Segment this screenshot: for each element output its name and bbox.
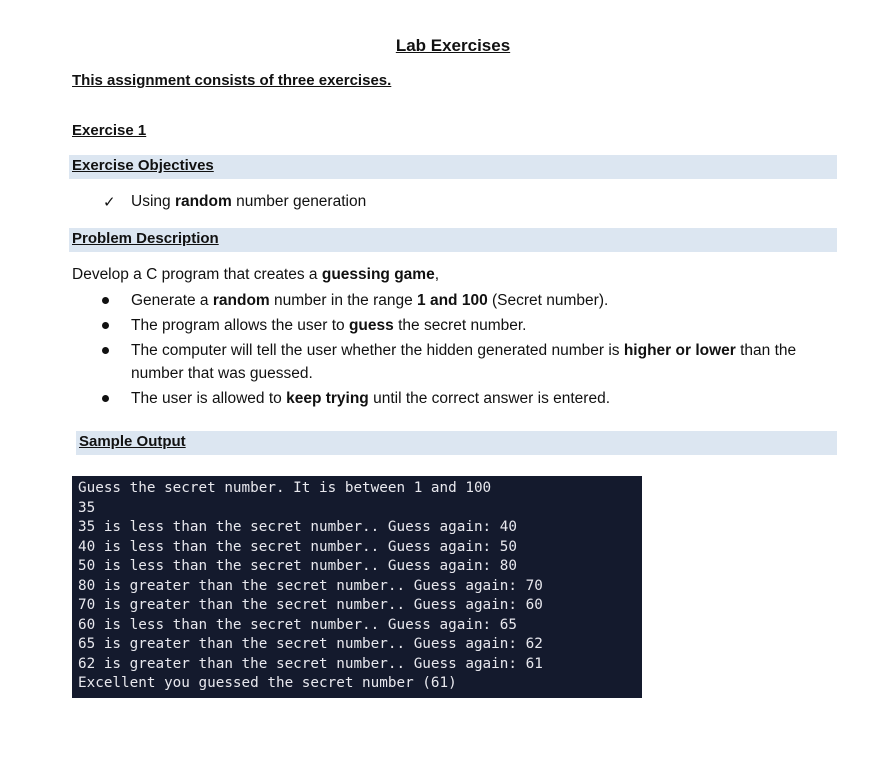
terminal-line: Excellent you guessed the secret number (61) (78, 675, 457, 691)
assignment-intro: This assignment consists of three exercises. (72, 72, 392, 89)
bullet-icon (102, 322, 109, 329)
terminal-line: 70 is greater than the secret number.. Guess again: 60 (78, 597, 543, 613)
document-title: Lab Exercises (395, 36, 511, 55)
terminal-line: 65 is greater than the secret number.. Guess again: 62 (78, 636, 543, 652)
exercise-heading: Exercise 1 (72, 122, 147, 139)
terminal-line: 35 (78, 499, 96, 516)
list-item: The program allows the user to guess the secret number. (72, 314, 852, 337)
check-icon: ✓ (103, 194, 116, 211)
sample-output-heading: Sample Output (79, 433, 186, 450)
terminal-line: Guess the secret number. It is between 1 and 100 (78, 480, 492, 496)
list-item: The computer will tell the user whether the hidden generated number is higher or lower than the number that was guessed. (72, 339, 852, 385)
terminal-line: 62 is greater than the secret number.. Guess again: 61 (78, 655, 543, 672)
list-item: The user is allowed to keep trying until the correct answer is entered. (72, 387, 852, 410)
bullet-icon (102, 395, 109, 402)
requirements-list (72, 289, 852, 412)
terminal-line: 60 is less than the secret number.. Guess again: 65 (78, 616, 517, 633)
objectives-heading: Exercise Objectives (72, 157, 214, 174)
terminal-line: 80 is greater than the secret number.. Guess again: 70 (78, 577, 543, 594)
problem-heading: Problem Description (72, 230, 219, 247)
sample-output-terminal (72, 476, 642, 698)
bullet-icon (102, 297, 109, 304)
objective-item: Using random number generation (131, 193, 367, 210)
terminal-line: 50 is less than the secret number.. Guess again: 80 (78, 558, 517, 574)
sample-output-band (76, 431, 837, 455)
bullet-icon (102, 347, 109, 354)
terminal-line: 35 is less than the secret number.. Guess again: 40 (78, 519, 517, 535)
problem-lead: Develop a C program that creates a guessing game, (72, 266, 440, 283)
list-item: Generate a random number in the range 1 and 100 (Secret number). (72, 289, 852, 312)
terminal-line: 40 is less than the secret number.. Guess again: 50 (78, 538, 517, 555)
